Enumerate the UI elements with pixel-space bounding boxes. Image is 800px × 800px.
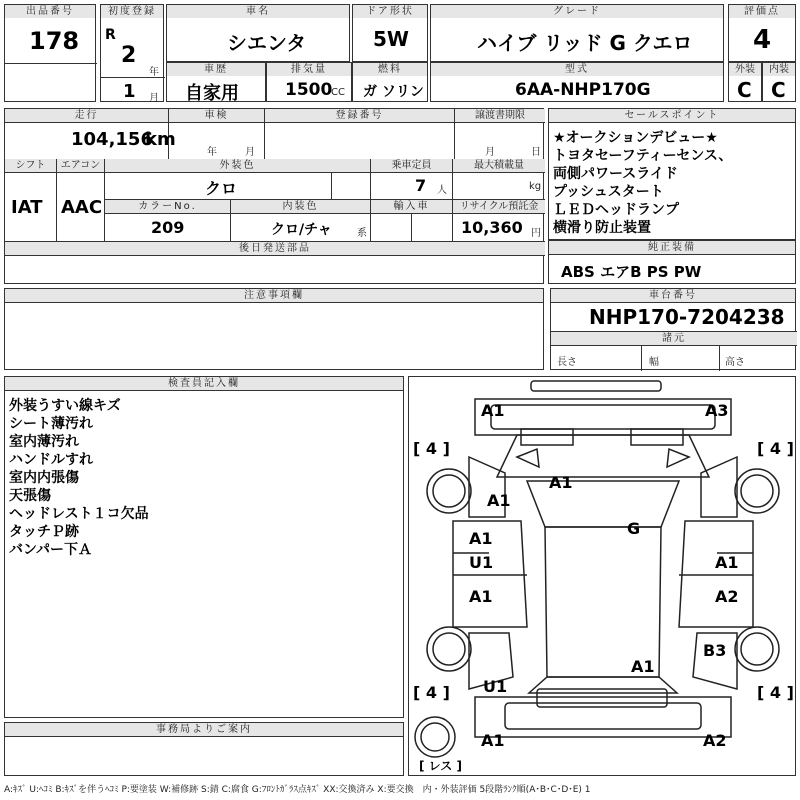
notes-box (4, 288, 544, 370)
month-unit: 月 (149, 93, 159, 104)
door-label: ドア形状 (353, 5, 427, 18)
color-cell (105, 159, 371, 200)
inspection-cell (169, 109, 265, 159)
ac: AAC (61, 197, 103, 218)
int-score: C (771, 78, 786, 102)
length-label: 長さ (557, 357, 577, 368)
tire-fl: [ 4 ] (413, 439, 450, 458)
spec-label: 諸元 (551, 331, 797, 346)
ac-label: エアコン (57, 159, 104, 173)
int-label: 内装 (763, 63, 795, 76)
sales-line: ＬＥＤヘッドランプ (553, 202, 679, 218)
history: 自家用 (185, 83, 239, 104)
grade-label: グレード (431, 5, 723, 18)
ext-score: C (737, 78, 752, 102)
recycle-unit: 円 (531, 228, 541, 239)
displacement: 1500 (285, 80, 333, 100)
name-label: 車名 (167, 5, 349, 18)
inspection-month-unit: 月 (245, 147, 255, 158)
inspection-year-unit: 年 (207, 147, 217, 158)
spare-tire: [ レス ] (419, 759, 462, 773)
equipment-box (548, 240, 796, 284)
colorno-cell (105, 200, 231, 241)
height-label: 高さ (725, 357, 745, 368)
office-box (4, 722, 404, 776)
sales-line: トヨタセーフティーセンス、 (553, 148, 733, 164)
sales-line: 横滑り防止装置 (553, 220, 651, 236)
mark-door-fl: U1 (469, 553, 494, 572)
tire-rl: [ 4 ] (413, 683, 450, 702)
tire-fr: [ 4 ] (757, 439, 794, 458)
inspector-line: 室内内張傷 (9, 470, 79, 486)
intcolor-cell (231, 200, 371, 241)
sales-label: セールスポイント (549, 109, 795, 123)
reg-year: 2 (121, 43, 137, 68)
score-box (728, 4, 796, 62)
width-label: 幅 (649, 357, 659, 368)
history-label: 車歴 (167, 63, 265, 76)
ac-cell (57, 159, 105, 241)
ext-label: 外装 (729, 63, 761, 76)
model-label: 型式 (431, 63, 723, 76)
intcolor-label: 内装色 (231, 200, 370, 214)
fuel-label: 燃料 (353, 63, 427, 76)
chassis-label: 車台番号 (551, 289, 795, 303)
equipment-label: 純正装備 (549, 241, 795, 255)
history-box (166, 62, 266, 102)
mark-tail-left: U1 (483, 677, 508, 696)
colorno: 209 (151, 218, 185, 237)
later-parts-label: 後日発送部品 (5, 242, 545, 256)
door-box (352, 4, 428, 62)
import-label: 輸入車 (371, 200, 452, 214)
inspector-line: ヘッドレスト１コ欠品 (9, 506, 149, 522)
mark-rear-glass: A1 (631, 657, 655, 676)
color-label: 外装色 (105, 159, 370, 173)
sales-line: プッシュスタート (553, 184, 664, 200)
mark-windshield: A1 (549, 473, 573, 492)
mark-door-rr: A2 (715, 587, 739, 606)
inspector-line: タッチＰ跡 (9, 524, 79, 540)
inspector-line: 外装うすい線キズ (9, 398, 121, 414)
name-box (166, 4, 350, 62)
first-reg-label: 初度登録 (101, 5, 163, 18)
notes-label: 注意事項欄 (5, 289, 543, 303)
import-cell (371, 200, 453, 241)
vehicle-details (4, 108, 544, 284)
door-type: 5W (373, 27, 409, 51)
office-label: 事務局よりご案内 (5, 723, 403, 737)
shift-label: シフト (5, 159, 56, 173)
mileage-unit: km (145, 129, 176, 150)
load-label: 最大積載量 (453, 159, 545, 173)
inspector-line: バンパー下Ａ (9, 542, 93, 558)
inspector-box (4, 376, 404, 718)
sales-points (548, 108, 796, 240)
lot-box (4, 4, 96, 102)
year-unit: 年 (149, 67, 159, 78)
mileage-label: 走行 (5, 109, 168, 123)
transfer-cell (455, 109, 545, 159)
intcolor-unit: 系 (357, 228, 367, 239)
load-cell (453, 159, 545, 200)
displacement-box (266, 62, 352, 102)
transfer-month-unit: 月 (485, 147, 495, 158)
car-outline (409, 377, 797, 777)
recycle: 10,360 (461, 218, 523, 237)
seats: 7 (415, 176, 427, 195)
colorno-label: カラーNo. (105, 200, 230, 214)
ext-box (728, 62, 762, 102)
shift-cell (5, 159, 57, 241)
mark-glass: G (627, 519, 641, 538)
model: 6AA-NHP170G (515, 80, 651, 100)
inspector-line: 室内薄汚れ (9, 434, 79, 450)
displacement-label: 排気量 (267, 63, 351, 76)
seats-label: 乗車定員 (371, 159, 452, 173)
mark-front-left: A1 (481, 401, 505, 420)
tire-rr: [ 4 ] (757, 683, 794, 702)
mark-quarter-rr: B3 (703, 641, 727, 660)
era: R (105, 27, 116, 43)
regno-label: 登録番号 (265, 109, 454, 123)
transfer-day-unit: 日 (531, 147, 541, 158)
mark-door-fr: A1 (715, 553, 739, 572)
mileage: 104,156 (71, 129, 153, 150)
equipment: ABS エアB PS PW (561, 263, 702, 281)
inspector-label: 検査員記入欄 (5, 377, 403, 391)
recycle-cell (453, 200, 545, 241)
mark-rear-right: A2 (703, 731, 727, 750)
car-name: シエンタ (227, 31, 307, 55)
recycle-label: リサイクル預託金 (453, 200, 545, 214)
int-box (762, 62, 796, 102)
shift: IAT (11, 197, 43, 218)
fuel: ガ ソリン (363, 84, 424, 100)
reg-month: 1 (123, 81, 136, 102)
score-label: 評価点 (729, 5, 795, 18)
mark-fender-fl: A1 (469, 529, 493, 548)
color: クロ (205, 179, 238, 198)
lot-label: 出品番号 (5, 5, 95, 18)
inspector-line: ハンドルすれ (9, 452, 93, 468)
transfer-label: 譲渡書期限 (455, 109, 545, 123)
displacement-unit: CC (331, 87, 345, 98)
fuel-box (352, 62, 428, 102)
first-reg-box (100, 4, 164, 102)
grade-box (430, 4, 724, 62)
seats-unit: 人 (437, 185, 447, 196)
seats-cell (371, 159, 453, 200)
chassis-number: NHP170-7204238 (589, 305, 785, 329)
sales-line: ★オークションデビュー★ (553, 130, 718, 146)
damage-diagram (408, 376, 796, 776)
lot-number: 178 (29, 27, 80, 55)
score: 4 (753, 25, 772, 55)
model-box (430, 62, 724, 102)
mileage-cell (5, 109, 176, 159)
inspector-line: 天張傷 (9, 488, 51, 504)
regno-cell (265, 109, 455, 159)
inspector-line: シート薄汚れ (9, 416, 93, 432)
inspection-label: 車検 (169, 109, 264, 123)
damage-legend: A:ｷｽﾞ U:ﾍｺﾐ B:ｷｽﾞを伴うﾍｺﾐ P:要塗装 W:補修跡 S:錆 C:腐食 G:ﾌﾛﾝﾄｶﾞﾗｽ点ｷｽﾞ XX:交換済み X:要交換 内・外装評価 5段階ﾗﾝｸ順(A･B･C･D･E) 1 (4, 785, 591, 795)
mark-hood-left: A1 (487, 491, 511, 510)
sales-line: 両側パワースライド (553, 166, 678, 182)
mark-door-rl: A1 (469, 587, 493, 606)
mark-front-right: A3 (705, 401, 729, 420)
mark-rear-left: A1 (481, 731, 505, 750)
chassis-box (550, 288, 796, 370)
intcolor: クロ/チャ (271, 222, 332, 238)
load-unit: kg (529, 181, 542, 192)
grade: ハイブ リッド G クエロ (477, 31, 693, 55)
